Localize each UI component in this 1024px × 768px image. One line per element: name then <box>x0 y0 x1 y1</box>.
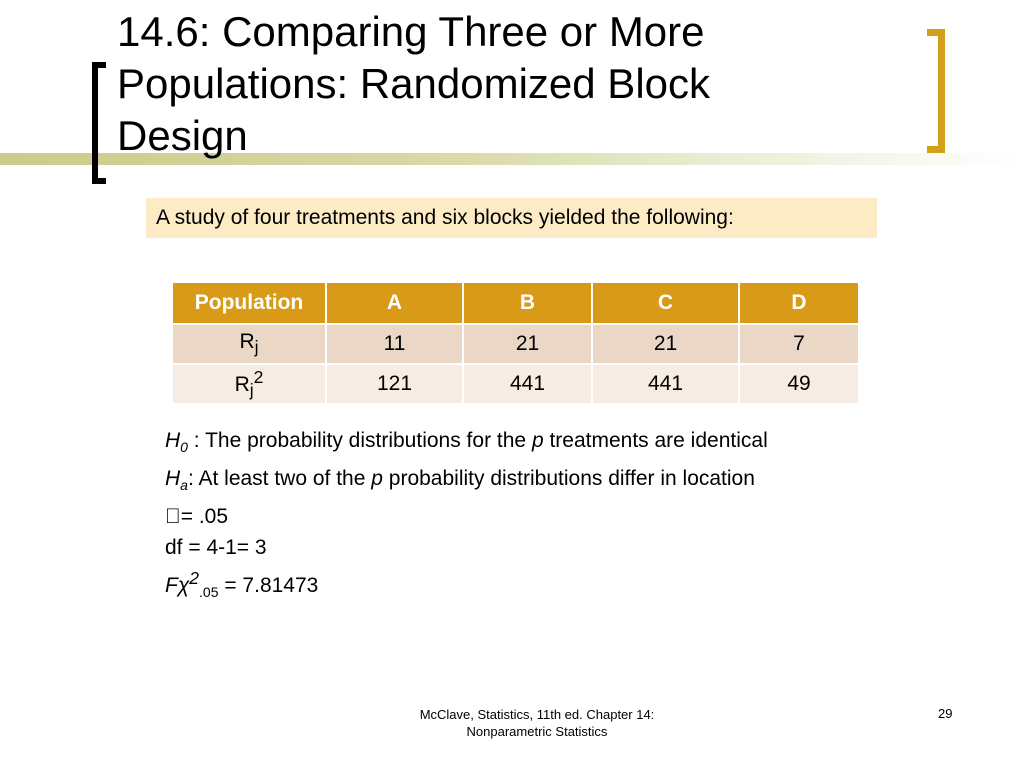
table-cell: 7 <box>739 324 859 364</box>
degrees-of-freedom: df = 4-1= 3 <box>165 536 267 560</box>
header-b: B <box>463 282 592 324</box>
left-bracket-decoration <box>92 62 106 184</box>
slide-title: 14.6: Comparing Three or More Populations: Randomized Block Design <box>117 8 711 159</box>
header-d: D <box>739 282 859 324</box>
alternative-hypothesis: $H_a$: At least two of the p probability distributions differ in location <box>165 467 755 494</box>
table-cell: 21 <box>463 324 592 364</box>
table-row <box>172 364 859 404</box>
row-label-rj: $R_j$ <box>172 324 326 364</box>
footer-citation: McClave, Statistics, 11th ed. Chapter 14: Nonparametric Statistics <box>419 707 655 739</box>
row-label-rj-squared: $R_j^2$ <box>172 364 326 404</box>
alpha-level: = .05 <box>165 505 213 529</box>
intro-callout: A study of four treatments and six blocks yielded the following: <box>146 198 877 238</box>
table-cell: 21 <box>592 324 739 364</box>
header-a: A <box>326 282 463 324</box>
table-cell: 11 <box>326 324 463 364</box>
table-cell: 49 <box>739 364 859 404</box>
right-bracket-decoration <box>927 29 945 153</box>
null-hypothesis: $H_0$ : The probability distributions for the p treatments are identical <box>165 429 768 456</box>
table-header-row <box>172 282 859 324</box>
page-number: 29 <box>938 706 953 721</box>
table-cell: 441 <box>592 364 739 404</box>
table-cell: 121 <box>326 364 463 404</box>
table-cell: 441 <box>463 364 592 404</box>
critical-value: $F\chi^2_{.05} = 7.81473$ <box>165 568 319 601</box>
table-row <box>172 324 859 364</box>
hypothesis-block <box>165 425 768 609</box>
rank-sum-table <box>171 281 860 405</box>
header-population: Population <box>172 282 326 324</box>
header-c: C <box>592 282 739 324</box>
